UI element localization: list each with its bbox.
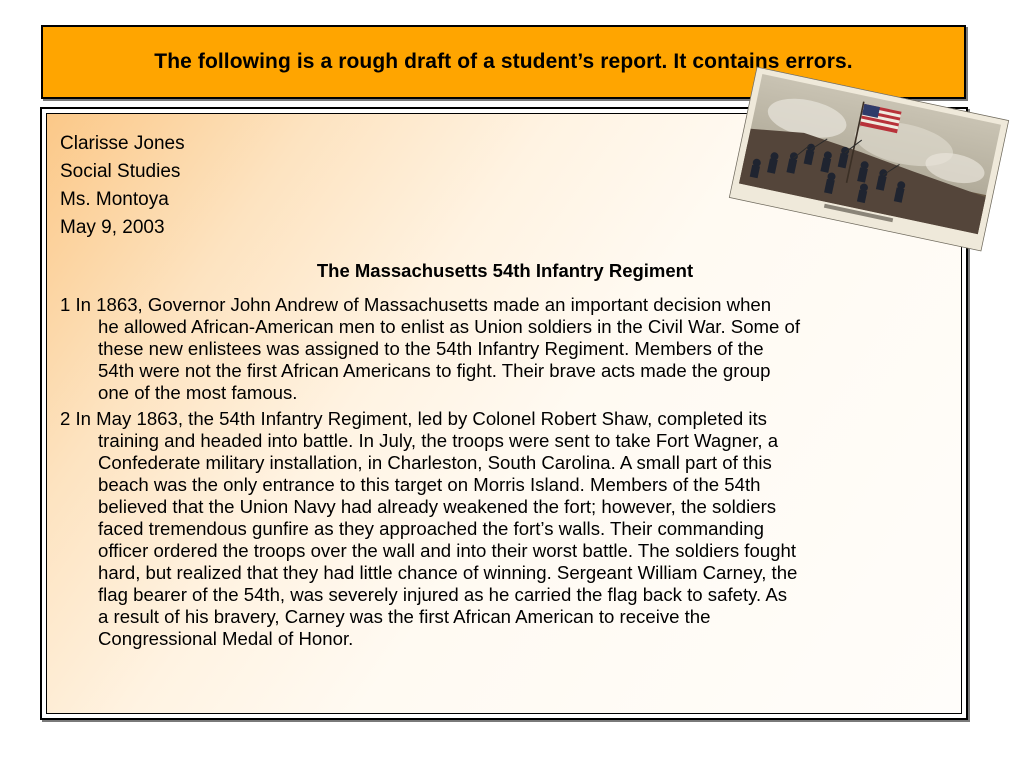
- paragraph-line: 1 In 1863, Governor John Andrew of Massachusetts made an important decision when: [60, 294, 772, 315]
- report-paragraph-1: [60, 294, 960, 404]
- report-teacher: Ms. Montoya: [60, 189, 169, 210]
- paragraph-line: faced tremendous gunfire as they approached the fort’s walls. Their commanding: [98, 518, 764, 539]
- report-title: The Massachusetts 54th Infantry Regiment: [316, 260, 694, 281]
- paragraph-line: these new enlistees was assigned to the 54th Infantry Regiment. Members of the: [98, 338, 764, 359]
- paragraph-line: officer ordered the troops over the wall and into their worst battle. The soldiers fought: [98, 540, 797, 561]
- paragraph-line: training and headed into battle. In July, the troops were sent to take Fort Wagner, a: [98, 430, 779, 451]
- report-subject: Social Studies: [60, 161, 181, 182]
- paragraph-line: hard, but realized that they had little chance of winning. Sergeant William Carney, the: [98, 562, 798, 583]
- paragraph-line: a result of his bravery, Carney was the first African American to receive the: [98, 606, 711, 627]
- report-paragraph-2: [60, 408, 960, 650]
- paragraph-line: 54th were not the first African Americans to fight. Their brave acts made the group: [98, 360, 771, 381]
- paragraph-line: flag bearer of the 54th, was severely injured as he carried the flag back to safety. As: [98, 584, 788, 605]
- paragraph-line: he allowed African-American men to enlist as Union soldiers in the Civil War. Some of: [98, 316, 801, 337]
- report-date: May 9, 2003: [60, 217, 165, 238]
- paragraph-line: one of the most famous.: [98, 382, 298, 403]
- header-title: The following is a rough draft of a student’s report. It contains errors.: [154, 50, 853, 73]
- paragraph-line: believed that the Union Navy had already weakened the fort; however, the soldiers: [98, 496, 777, 517]
- report-author: Clarisse Jones: [60, 133, 185, 154]
- paragraph-line: beach was the only entrance to this target on Morris Island. Members of the 54th: [98, 474, 761, 495]
- paragraph-line: Confederate military installation, in Charleston, South Carolina. A small part of this: [98, 452, 772, 473]
- paragraph-line: Congressional Medal of Honor.: [98, 628, 354, 649]
- paragraph-line: 2 In May 1863, the 54th Infantry Regiment, led by Colonel Robert Shaw, completed its: [60, 408, 767, 429]
